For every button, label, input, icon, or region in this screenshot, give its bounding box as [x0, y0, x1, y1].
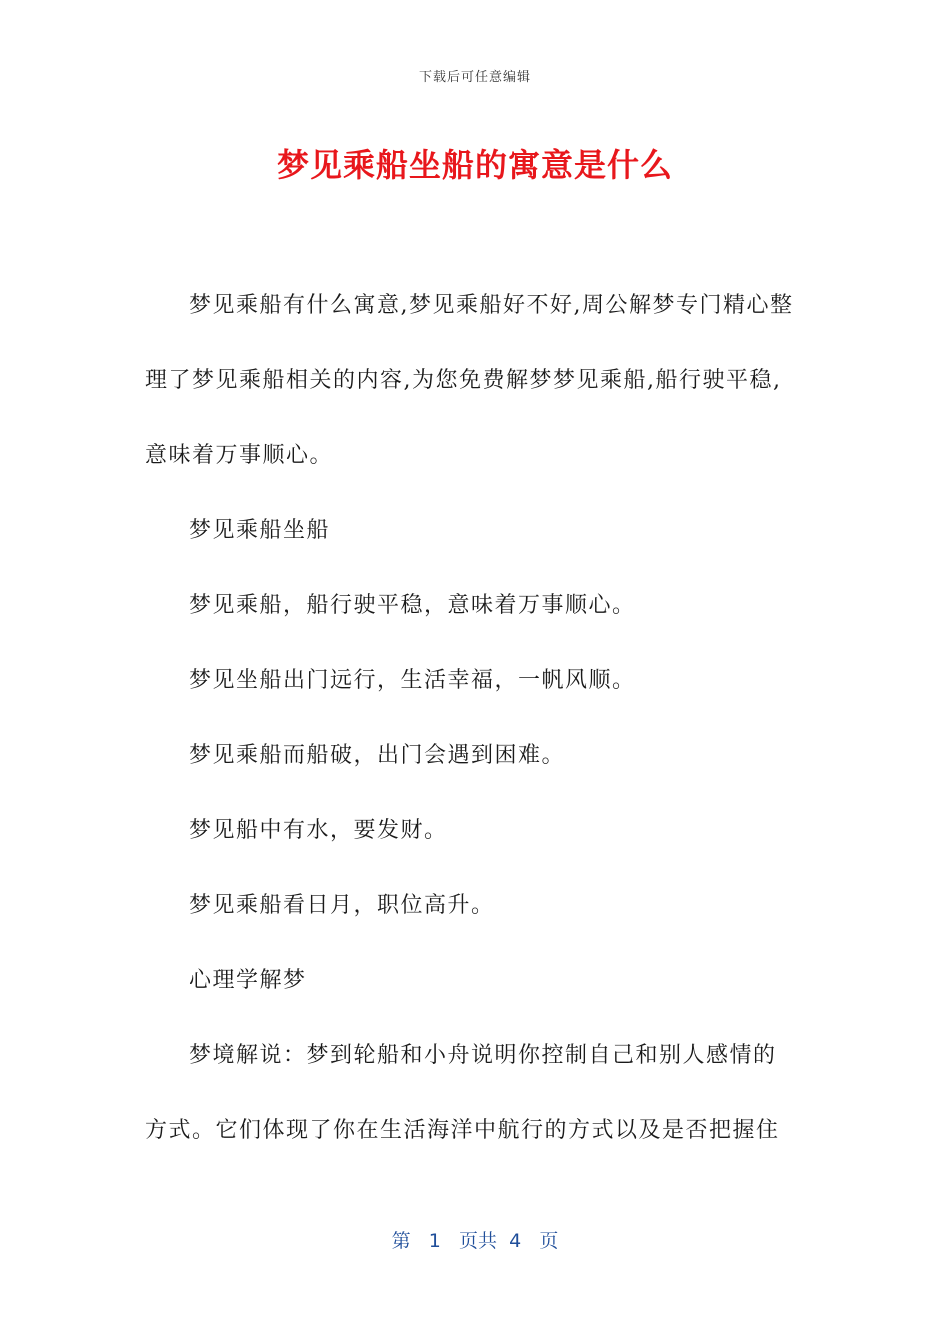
current-page-number: 1 [428, 1230, 441, 1252]
paragraph-intro: 梦见乘船有什么寓意,梦见乘船好不好,周公解梦专门精心整理了梦见乘船相关的内容,为您免费解梦梦见乘船,船行驶平稳,意味着万事顺心。 [145, 293, 794, 468]
paragraph: 梦见乘船而船破，出门会遇到困难。 [189, 743, 566, 768]
footer-suffix: 页 [539, 1230, 559, 1252]
paragraph: 梦见船中有水，要发财。 [189, 818, 448, 843]
footer-prefix: 第 [391, 1230, 411, 1252]
paragraph: 梦见乘船，船行驶平稳，意味着万事顺心。 [189, 593, 636, 618]
document-body [145, 268, 795, 1168]
section-heading-psychology: 心理学解梦 [189, 968, 307, 993]
paragraph: 梦见坐船出门远行，生活幸福，一帆风顺。 [189, 668, 636, 693]
document-title: 梦见乘船坐船的寓意是什么 [276, 146, 673, 184]
total-page-number: 4 [509, 1230, 522, 1252]
footer-middle: 页共 [459, 1230, 498, 1252]
section-heading-ride-boat: 梦见乘船坐船 [189, 518, 331, 543]
header-note: 下载后可任意编辑 [418, 70, 531, 85]
page-number-footer [0, 1226, 950, 1253]
paragraph: 梦境解说：梦到轮船和小舟说明你控制自己和别人感情的方式。它们体现了你在生活海洋中航行的方式以及是否把握住 [145, 1043, 780, 1143]
paragraph: 梦见乘船看日月，职位高升。 [189, 893, 495, 918]
